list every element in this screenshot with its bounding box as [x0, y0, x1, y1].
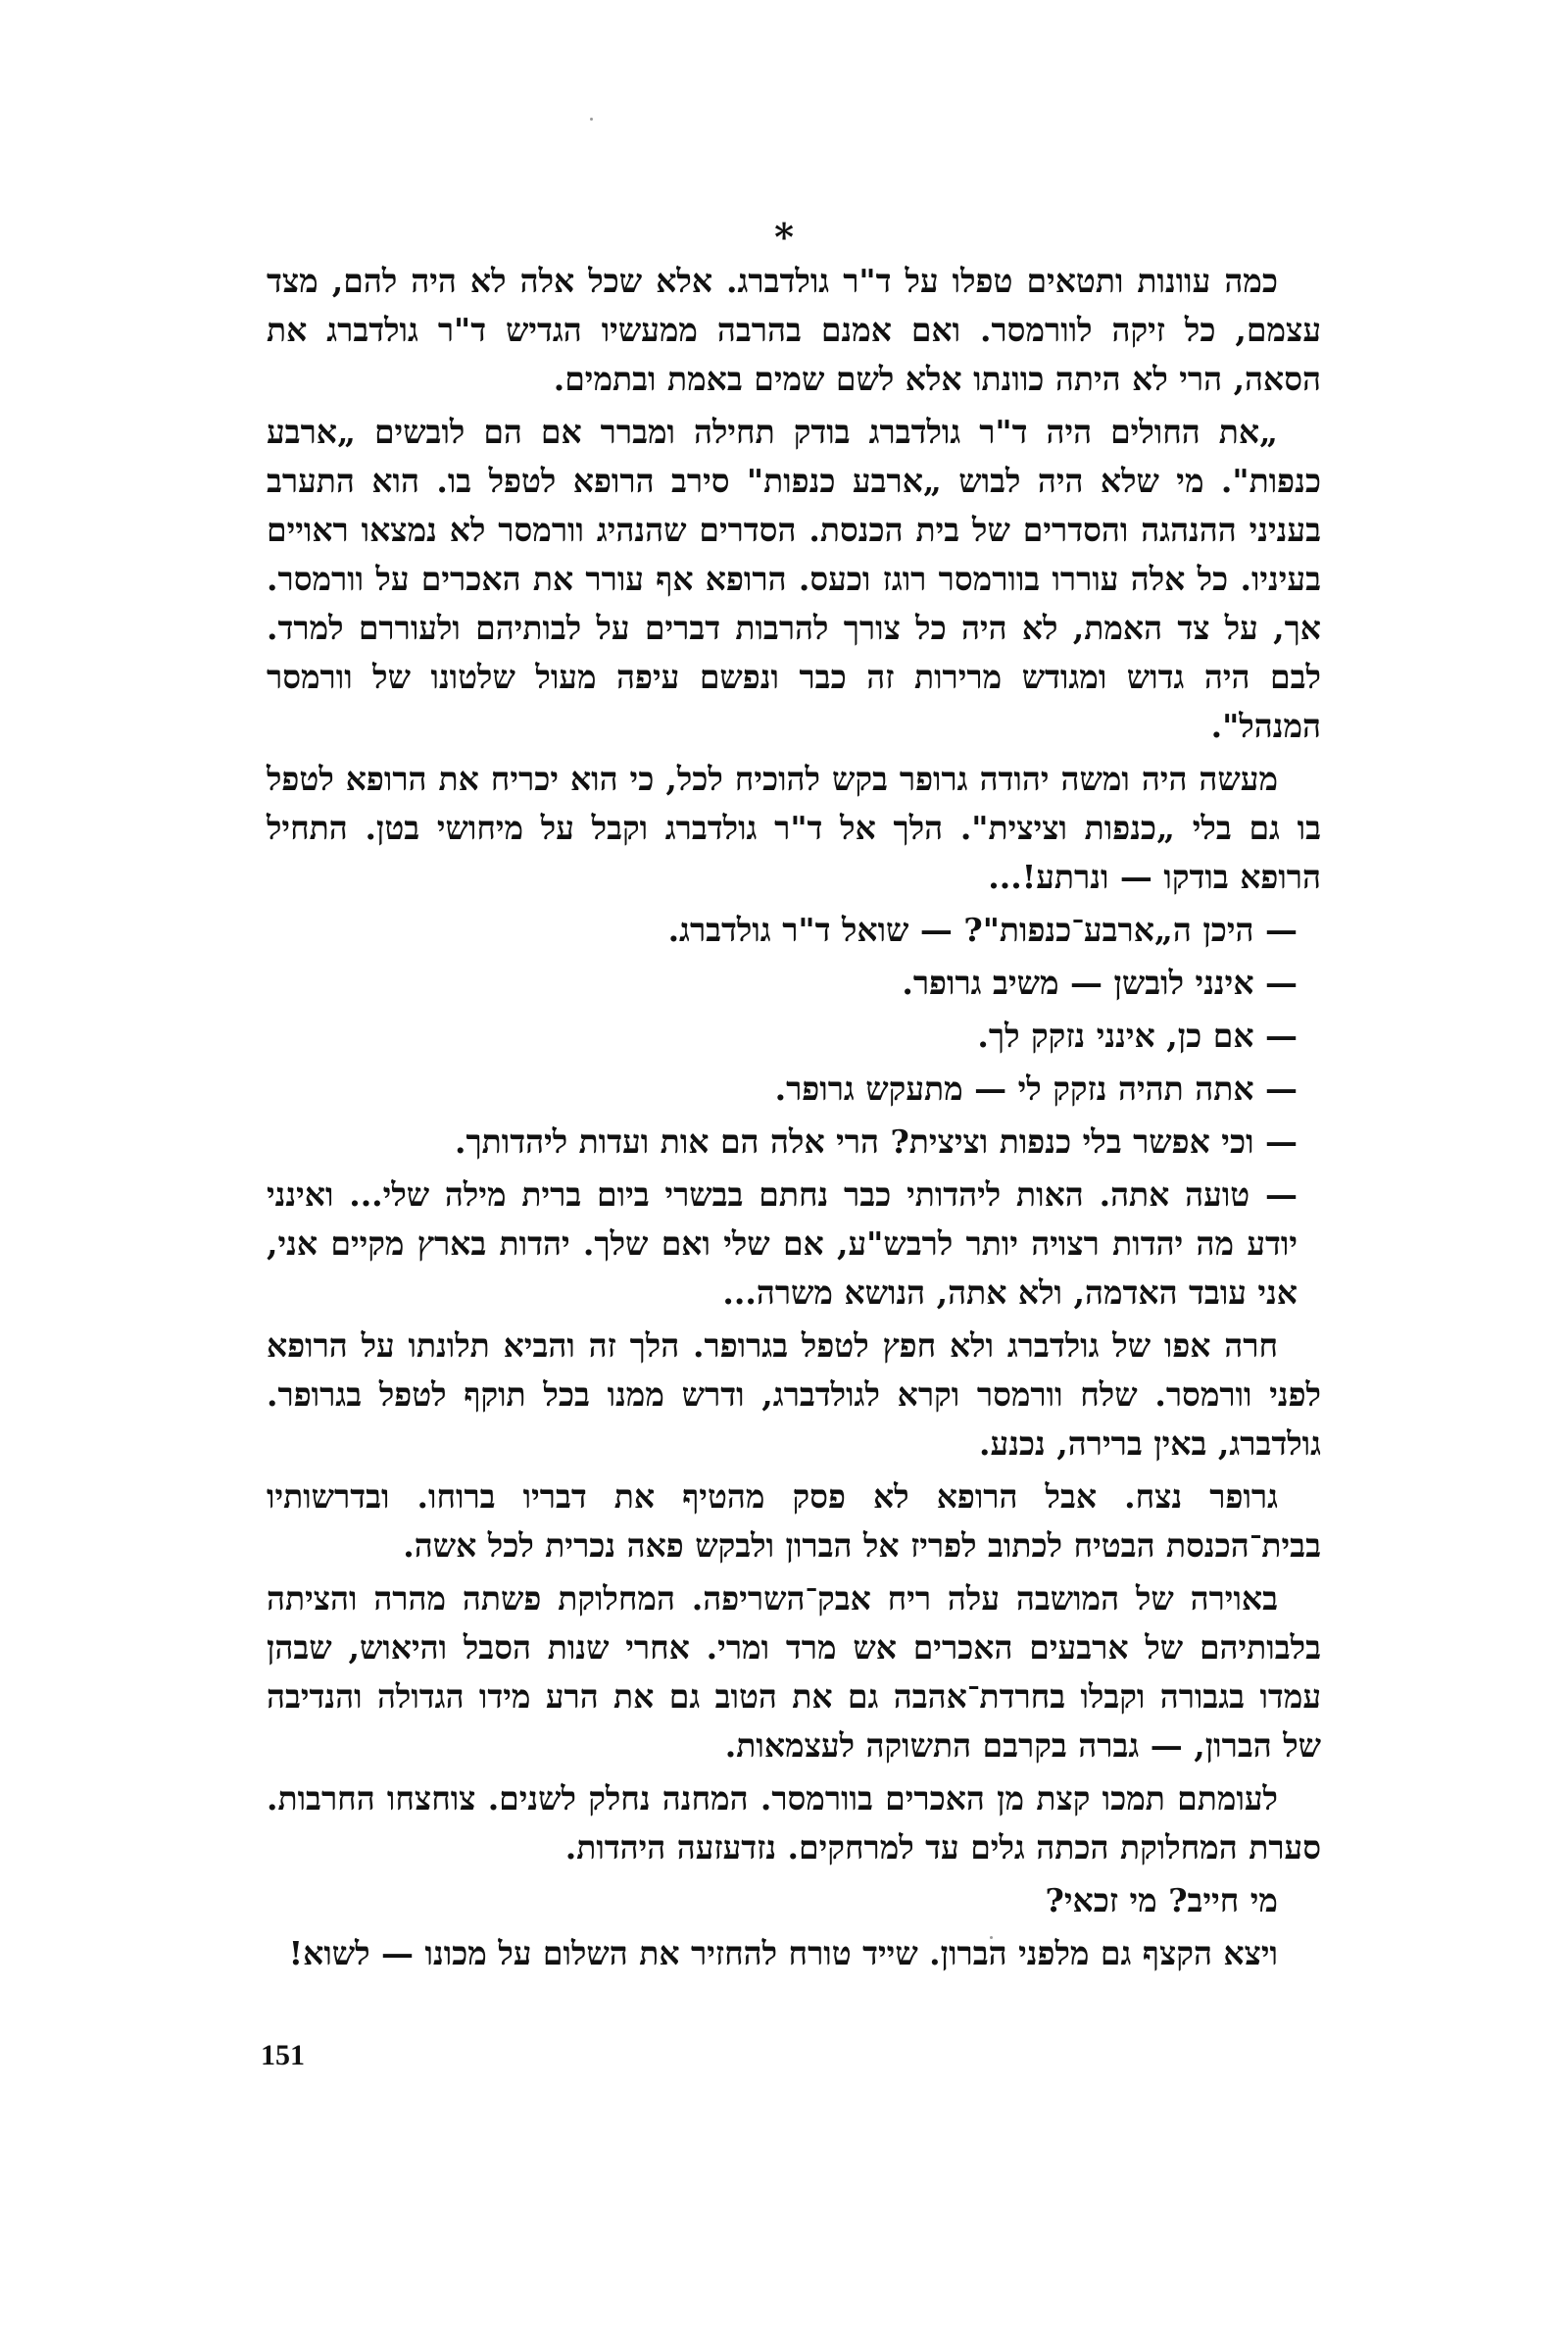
- paragraph-1: כמה עוונות ותטאים טפלו על ד"ר גולדברג. אלא שכל אלה לא היה להם, מצד עצמם, כל זיקה לוורמסר. ואם אמנם בהרבה ממעשיו הגדיש ד"ר גולדברג את הסאה, הרי לא היתה כוונתו אלא לשם שמים באמת ובתמים.: [267, 262, 1321, 398]
- dialogue-line-4: — אתה תהיה נזקק לי — מתעקש גרופר.: [774, 1070, 1298, 1108]
- paragraph-7: לעומתם תמכו קצת מן האכרים בוורמסר. המחנה נחלק לשנים. צוחצחו החרבות. סערת המחלוקת הכתה גלים עד למרחקים. נזדעזעה היהדות.: [267, 1779, 1321, 1867]
- paragraph-5: גרופר נצח. אבל הרופא לא פסק מהטיף את דבריו ברוחו. ובדרשותיו בבית־הכנסת הבטיח לכתוב לפריז אל הברון ולבקש פאה נכרית לכל אשה.: [267, 1477, 1321, 1565]
- dialogue-line-6: — טועה אתה. האות ליהדותי כבר נחתם בבשרי ביום ברית מילה שלי... ואינני יודע מה יהדות רצויה יותר לרבש"ע, אם שלי ואם שלך. יהדות בארץ מקיים אני, אני עובד האדמה, ולא אתה, הנושא משרה...: [267, 1175, 1298, 1312]
- question-line: מי חייב? מי זכאי?: [1045, 1881, 1278, 1919]
- scan-speck: [590, 118, 593, 121]
- paragraph-3: מעשה היה ומשה יהודה גרופר בקש להוכיח לכל, כי הוא יכריח את הרופא לטפל בו גם בלי „כנפות וציצית". הלך אל ד"ר גולדברג וקבל על מיחושי בטן. התחיל הרופא בודקו — ונרתע!...: [267, 760, 1321, 896]
- dialogue-line-1: — היכן ה„ארבע־כנפות"? — שואל ד"ר גולדברג.: [667, 911, 1298, 949]
- paragraph-8: ויצא הקצף גם מלפני הברון. שייד טורח להחזיר את השלום על מכונו — לשוא!: [288, 1934, 1278, 1972]
- paragraph-6: באוירה של המושבה עלה ריח אבק־השריפה. המחלוקת פשתה מהרה והציתה בלבותיהם של ארבעים האכרים אש מרד ומרי. אחרי שנות הסבל והיאוש, שבהן עמדו בגבורה וקבלו בחרדת־אהבה גם את הטוב גם את הרע מידו הגדולה והנדיבה של הברון, — גברה בקרבם התשוקה לעצמאות.: [267, 1579, 1321, 1765]
- dialogue-line-5: — וכי אפשר בלי כנפות וציצית? הרי אלה הם אות ועדות ליהדותך.: [454, 1122, 1298, 1161]
- paragraph-4: חרה אפו של גולדברג ולא חפץ לטפל בגרופר. הלך זה והביא תלונתו על הרופא לפני וורמסר. שלח וורמסר וקרא לגולדברג, ודרש ממנו בכל תוקף לטפל בגרופר. גולדברג, באין ברירה, נכנע.: [267, 1326, 1321, 1463]
- section-divider: *: [774, 215, 794, 259]
- paragraph-2: „את החולים היה ד"ר גולדברג בודק תחילה ומברר אם הם לובשים „ארבע כנפות". מי שלא היה לבוש „ארבע כנפות" סירב הרופא לטפל בו. הוא התערב בעניני ההנהגה והסדרים של בית הכנסת. הסדרים שהנהיג וורמסר לא נמצאו ראויים בעיניו. כל אלה עוררו בוורמסר רוגז וכעס. הרופא אף עורר את האכרים על וורמסר. אך, על צד האמת, לא היה כל צורך להרבות דברים על לבותיהם ולעוררם למרד. לבם היה גדוש ומגודש מרירות זה כבר ונפשם עיפה מעול שלטונו של וורמסר המנהל".: [267, 413, 1321, 745]
- body-text: [267, 257, 1321, 1982]
- dialogue-line-3: — אם כן, אינני נזקק לך.: [977, 1017, 1298, 1055]
- dialogue-line-2: — אינני לובשן — משיב גרופר.: [902, 964, 1298, 1002]
- page-number: 151: [261, 2039, 305, 2071]
